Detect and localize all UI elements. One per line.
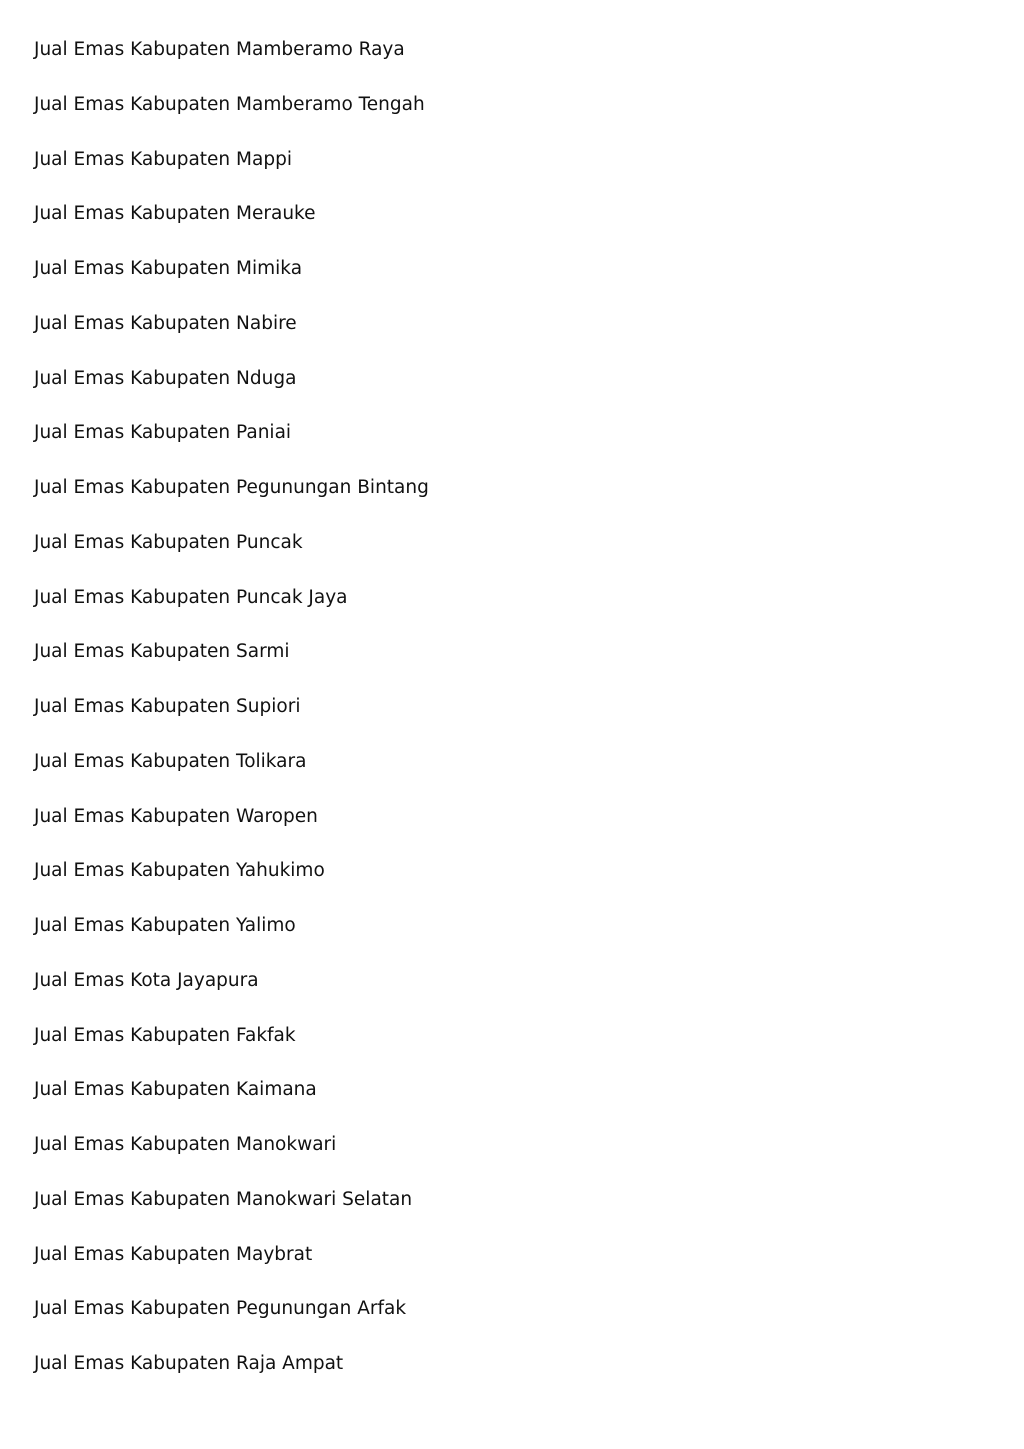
list-item: Jual Emas Kabupaten Pegunungan Bintang [34, 477, 429, 498]
list-item: Jual Emas Kabupaten Manokwari [34, 1134, 337, 1155]
list-item: Jual Emas Kabupaten Yalimo [34, 915, 296, 936]
list-item: Jual Emas Kabupaten Nduga [34, 367, 297, 389]
list-item: Jual Emas Kabupaten Fakfak [34, 1024, 296, 1046]
list-item: Jual Emas Kabupaten Supiori [34, 696, 301, 717]
list-item: Jual Emas Kabupaten Maybrat [34, 1243, 313, 1265]
list-item: Jual Emas Kabupaten Kaimana [34, 1079, 317, 1101]
list-item: Jual Emas Kabupaten Puncak Jaya [34, 586, 348, 608]
list-item: Jual Emas Kabupaten Paniai [34, 422, 292, 444]
location-list [34, 36, 429, 1405]
list-item: Jual Emas Kabupaten Raja Ampat [34, 1353, 344, 1374]
list-item: Jual Emas Kabupaten Nabire [34, 312, 297, 334]
list-item: Jual Emas Kabupaten Manokwari Selatan [34, 1188, 413, 1210]
list-item: Jual Emas Kabupaten Mimika [34, 258, 303, 279]
list-item: Jual Emas Kabupaten Puncak [34, 531, 303, 553]
list-item: Jual Emas Kabupaten Mamberamo Tengah [34, 93, 425, 115]
list-item: Jual Emas Kabupaten Mappi [34, 148, 292, 170]
list-item: Jual Emas Kabupaten Merauke [34, 203, 316, 225]
list-item: Jual Emas Kabupaten Sarmi [34, 641, 290, 663]
list-item: Jual Emas Kota Jayapura [34, 969, 259, 991]
list-item: Jual Emas Kabupaten Waropen [34, 805, 318, 827]
list-item: Jual Emas Kabupaten Pegunungan Arfak [34, 1298, 407, 1320]
list-item: Jual Emas Kabupaten Mamberamo Raya [34, 39, 405, 60]
list-item: Jual Emas Kabupaten Tolikara [34, 750, 307, 772]
list-item: Jual Emas Kabupaten Yahukimo [34, 860, 325, 882]
